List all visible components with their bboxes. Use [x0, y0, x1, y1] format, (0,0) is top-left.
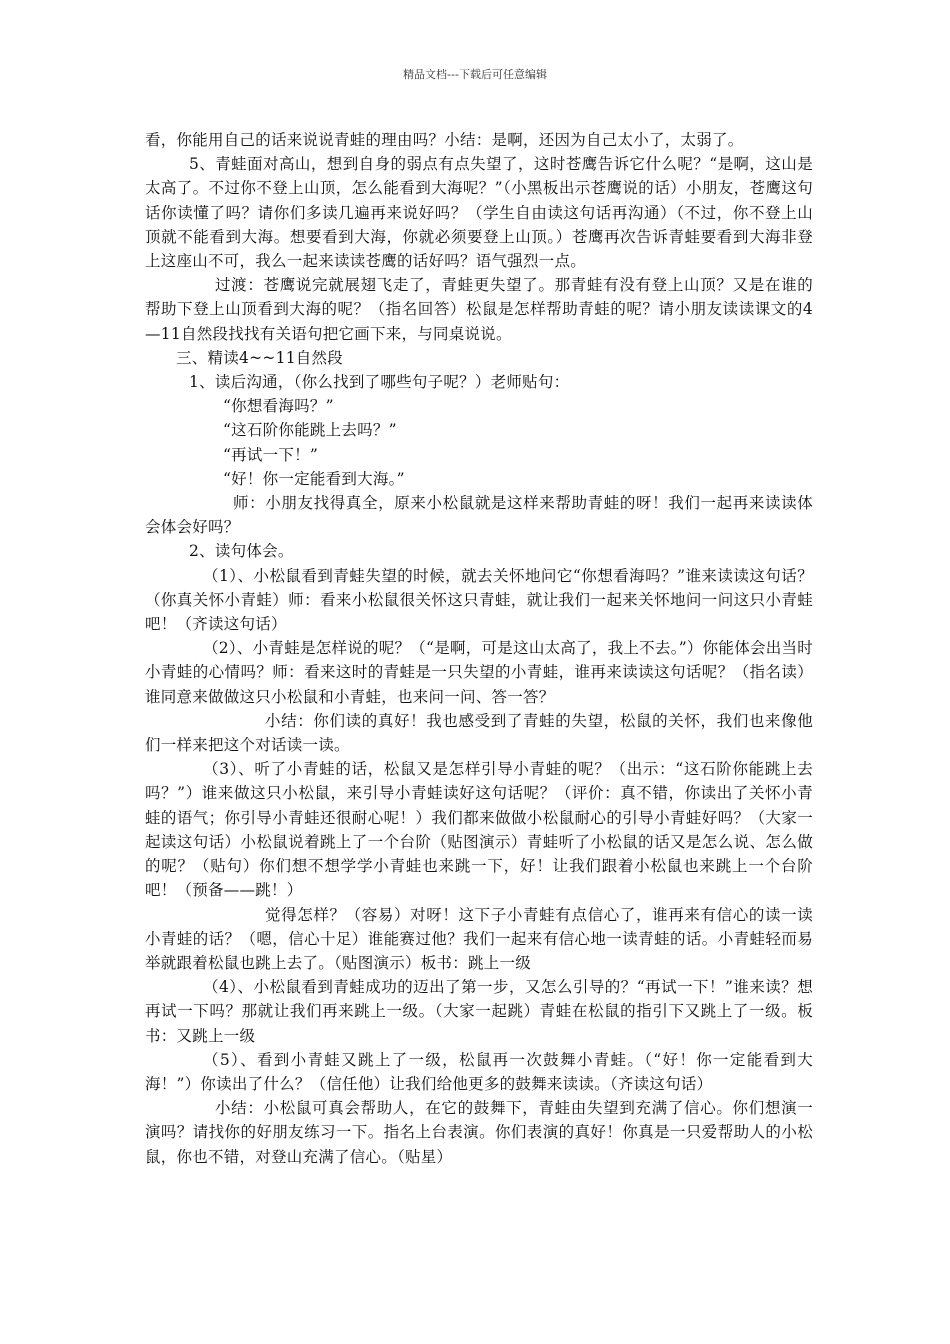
paragraph: 1、读后沟通，（你么找到了哪些句子呢？）老师贴句： [189, 373, 570, 392]
paragraph: （1）、小松鼠看到青蛙失望的时候，就去关怀地问它“你想看海吗？”谁来读读这句话？（你真关怀小青蛙）师：看来小松鼠很关怀这只青蛙，就让我们一起来关怀地问一问这只小青蛙吧！（齐读这句话） [145, 566, 813, 634]
paragraph: 小结：你们读的真好！我也感受到了青蛙的失望，松鼠的关怀，我们也来像他们一样来把这个对话读一读。 [145, 711, 813, 755]
section-heading: 三、精读4~~11自然段 [176, 348, 344, 367]
quote-line: “你想看海吗？” [223, 397, 334, 416]
paragraph: 觉得怎样？（容易）对呀！这下子小青蛙有点信心了，谁再来有信心的读一读小青蛙的话？（嗯，信心十足）谁能赛过他？我们一起来有信心地一读青蛙的话。小青蛙轻而易举就跟着松鼠也跳上去了。（贴图演示）板书：跳上一级 [145, 905, 813, 972]
quote-line: “再试一下！” [223, 445, 319, 464]
paragraph: （5）、看到小青蛙又跳上了一级，松鼠再一次鼓舞小青蛙。（“好！你一定能看到大海！”）你读出了什么？（信任他）让我们给他更多的鼓舞来读读。（齐读这句话） [145, 1050, 813, 1093]
paragraph: 2、读句体会。 [189, 542, 294, 561]
paragraph: 过渡：苍鹰说完就展翅飞走了，青蛙更失望了。那青蛙有没有登上山顶？又是在谁的帮助下登上山顶看到大海的呢？（指名回答）松鼠是怎样帮助青蛙的呢？请小朋友读读课文的4—11自然段找找有关语句把它画下来，与同桌说说。 [145, 276, 813, 343]
paragraph: （3）、听了小青蛙的话，松鼠又是怎样引导小青蛙的呢？（出示：“这石阶你能跳上去吗？”）谁来做这只小松鼠，来引导小青蛙读好这句话呢？（评价：真不错，你读出了关怀小青蛙的语气；你引导小青蛙还很耐心呢！）我们都来做做小松鼠耐心的引导小青蛙好吗？（大家一起读这句话）小松鼠说着跳上了一个台阶（贴图演示）青蛙听了小松鼠的话又是怎么说、怎么做的呢？（贴句）你们想不想学学小青蛙也来跳一下，好！让我们跟着小松鼠也来跳上一个台阶吧！（预备——跳！） [145, 760, 813, 900]
paragraph: （4）、小松鼠看到青蛙成功的迈出了第一步，又怎么引导的？“再试一下！”谁来读？想再试一下吗？那就让我们再来跳上一级。（大家一起跳）青蛙在松鼠的指引下又跳上了一级。板书：又跳上一级 [145, 978, 813, 1045]
paragraph: 看，你能用自己的话来说说青蛙的理由吗？小结：是啊，还因为自己太小了，太弱了。 [145, 131, 744, 149]
paragraph: 小结：小松鼠可真会帮助人，在它的鼓舞下，青蛙由失望到充满了信心。你们想演一演吗？请找你的好朋友练习一下。指名上台表演。你们表演的真好！你真是一只爱帮助人的小松鼠，你也不错，对登山充满了信心。（贴星） [145, 1099, 813, 1166]
paragraph: 5、青蛙面对高山，想到自身的弱点有点失望了，这时苍鹰告诉它什么呢？“是啊，这山是太高了。不过你不登上山顶，怎么能看到大海呢？”（小黑板出示苍鹰说的话）小朋友，苍鹰这句话你读懂了吗？请你们多读几遍再来说好吗？（学生自由读这句话再沟通）（不过，你不登上山顶就不能看到大海。想要看到大海，你就必须要登上山顶。）苍鹰再次告诉青蛙要看到大海非登上这座山不可，我么一起来读读苍鹰的话好吗？语气强烈一点。 [145, 155, 813, 271]
paragraph: 师：小朋友找得真全，原来小松鼠就是这样来帮助青蛙的呀！我们一起再来读读体会体会好吗？ [145, 494, 813, 537]
document-body [145, 128, 813, 1169]
quote-line: “这石阶你能跳上去吗？” [223, 421, 397, 440]
page-header: 精品文档---下载后可任意编辑 [403, 68, 547, 81]
quote-line: “好！你一定能看到大海。” [223, 469, 405, 488]
paragraph: （2）、小青蛙是怎样说的呢？（“是啊，可是这山太高了，我上不去。”）你能体会出当时小青蛙的心情吗？师：看来这时的青蛙是一只失望的小青蛙，谁再来读读这句话呢？（指名读）谁同意来做做这只小松鼠和小青蛙，也来问一问、答一答？ [145, 639, 813, 706]
